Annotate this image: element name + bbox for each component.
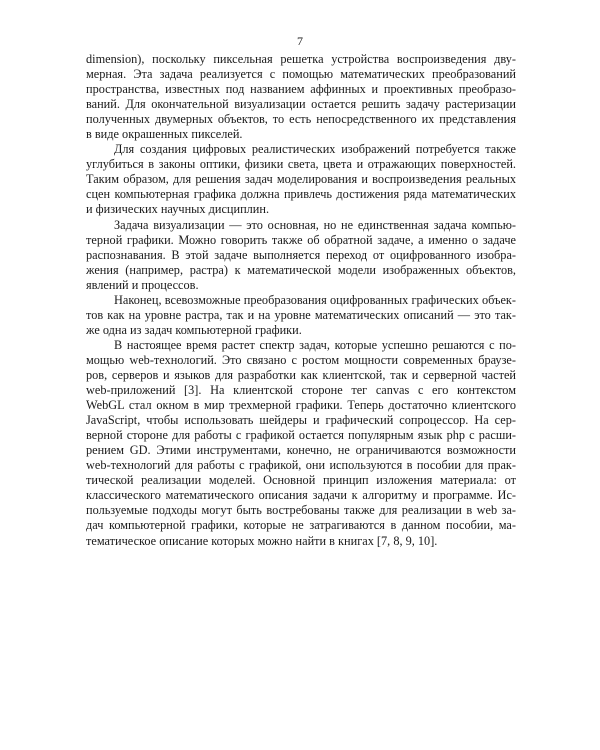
body-text <box>86 52 516 549</box>
text-line: мощью web-технологий. Это связано с ростом мощности современных браузе- <box>86 352 516 367</box>
paragraph-2 <box>86 142 516 217</box>
paragraph-3 <box>86 218 516 293</box>
text-line: и физических научных дисциплин. <box>86 202 270 217</box>
text-line: Задача визуализации — это основная, но не единственная задача компью- <box>114 217 516 232</box>
text-line: верной стороне для работы с графикой остается популярным язык php с расши- <box>86 428 516 443</box>
text-line: WebGL стал окном в мир трехмерной графики. Теперь достаточно клиентского <box>86 398 516 413</box>
text-line: ров, серверов и языков для разработки как клиентской, так и серверной частей <box>86 367 516 382</box>
text-line: терной графики. Можно говорить также об обратной задаче, а именно о задаче <box>86 232 516 247</box>
text-line: Наконец, всевозможные преобразования оцифрованных графических объек- <box>114 292 516 307</box>
text-line: пользуемые подходы могут быть востребованы также для реализации в web за- <box>86 503 516 518</box>
paragraph-4 <box>86 293 516 338</box>
text-line: пространства, известных под названием аффинных и проективных преобразо- <box>86 82 516 97</box>
text-line: сцен компьютерная графика должна привлечь достижения ряда математических <box>86 187 516 202</box>
text-line: В настоящее время растет спектр задач, которые успешно решаются с по- <box>114 337 516 352</box>
paragraph-1 <box>86 52 516 142</box>
text-line: тематическое описание которых можно найти в книгах [7, 8, 9, 10]. <box>86 533 438 548</box>
text-line: же одна из задач компьютерной графики. <box>86 322 302 337</box>
text-line: рением GD. Этими инструментами, конечно, не ограничиваются возможности <box>86 443 516 458</box>
text-line: в виде окрашенных пикселей. <box>86 127 243 142</box>
text-line: явлений и процессов. <box>86 277 199 292</box>
text-line: распознавания. В этой задаче выполняется переход от оцифрованного изобра- <box>86 247 516 262</box>
text-line: Для создания цифровых реалистических изображений потребуется также <box>114 142 516 157</box>
text-line: ваний. Для окончательной визуализации остается решить задачу растеризации <box>86 97 516 112</box>
text-line: жения (например, растра) к математической модели изображенных объектов, <box>86 262 516 277</box>
text-line: углубиться в законы оптики, физики света, цвета и отражающих поверхностей. <box>86 157 516 172</box>
text-line: тической реализации моделей. Основной принцип изложения материала: от <box>86 473 516 488</box>
text-line: JavaScript, чтобы использовать шейдеры и графический сопроцессор. На сер- <box>86 413 516 428</box>
text-line: web-приложений [3]. На клиентской стороне тег canvas с его контекстом <box>86 383 516 398</box>
text-line: тов как на уровне растра, так и на уровне математических описаний — это так- <box>86 307 516 322</box>
text-line: полученных двумерных объектов, то есть непосредственного их представления <box>86 112 516 127</box>
text-line: дач компьютерной графики, которые не затрагиваются в данном пособии, ма- <box>86 518 516 533</box>
page-number: 7 <box>297 34 303 48</box>
text-line: Таким образом, для решения задач моделирования и воспроизведения реальных <box>86 172 516 187</box>
text-line: web-технологий для работы с графикой, они используются в пособии для прак- <box>86 458 516 473</box>
text-line: классического математического описания задачи к алгоритму и программе. Ис- <box>86 488 516 503</box>
text-line: dimension), поскольку пиксельная решетка устройства воспроизведения дву- <box>86 52 516 66</box>
paragraph-5 <box>86 338 516 549</box>
text-line: мерная. Эта задача реализуется с помощью математических преобразований <box>86 67 516 82</box>
